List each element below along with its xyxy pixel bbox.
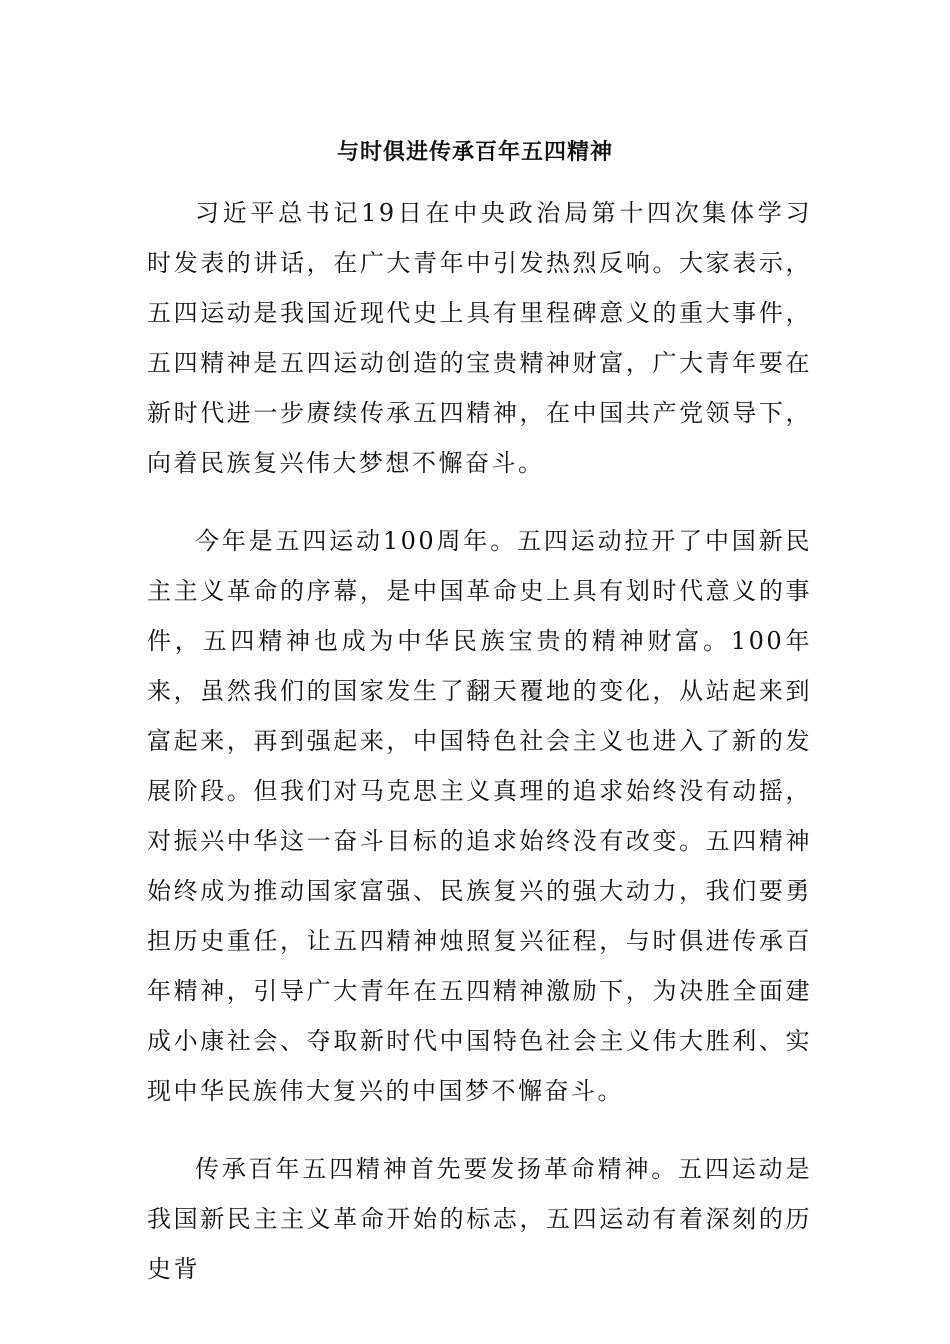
paragraph-2: 今年是五四运动100周年。五四运动拉开了中国新民主主义革命的序幕，是中国革命史上具有划时代意义的事件，五四精神也成为中华民族宝贵的精神财富。100年来，虽然我们的国家发生了翻天覆地的变化，从站起来到富起来，再到强起来，中国特色社会主义也进入了新的发展阶段。但我们对马克思主义真理的追求始终没有动摇，对振兴中华这一奋斗目标的追求始终没有改变。五四精神始终成为推动国家富强、民族复兴的强大动力，我们要勇担历史重任，让五四精神烛照复兴征程，与时俱进传承百年精神，引导广大青年在五四精神激励下，为决胜全面建成小康社会、夺取新时代中国特色社会主义伟大胜利、实现中华民族伟大复兴的中国梦不懈奋斗。 — [147, 527, 812, 1105]
document-title: 与时俱进传承百年五四精神 — [336, 139, 613, 165]
paragraph-1: 习近平总书记19日在中央政治局第十四次集体学习时发表的讲话，在广大青年中引发热烈反响。大家表示，五四运动是我国近现代史上具有里程碑意义的重大事件，五四精神是五四运动创造的宝贵精神财富，广大青年要在新时代进一步赓续传承五四精神，在中国共产党领导下，向着民族复兴伟大梦想不懈奋斗。 — [147, 199, 812, 477]
document-body — [147, 188, 812, 1294]
paragraph-3: 传承百年五四精神首先要发扬革命精神。五四运动是我国新民主主义革命开始的标志，五四运动有着深刻的历史背 — [147, 1155, 812, 1283]
